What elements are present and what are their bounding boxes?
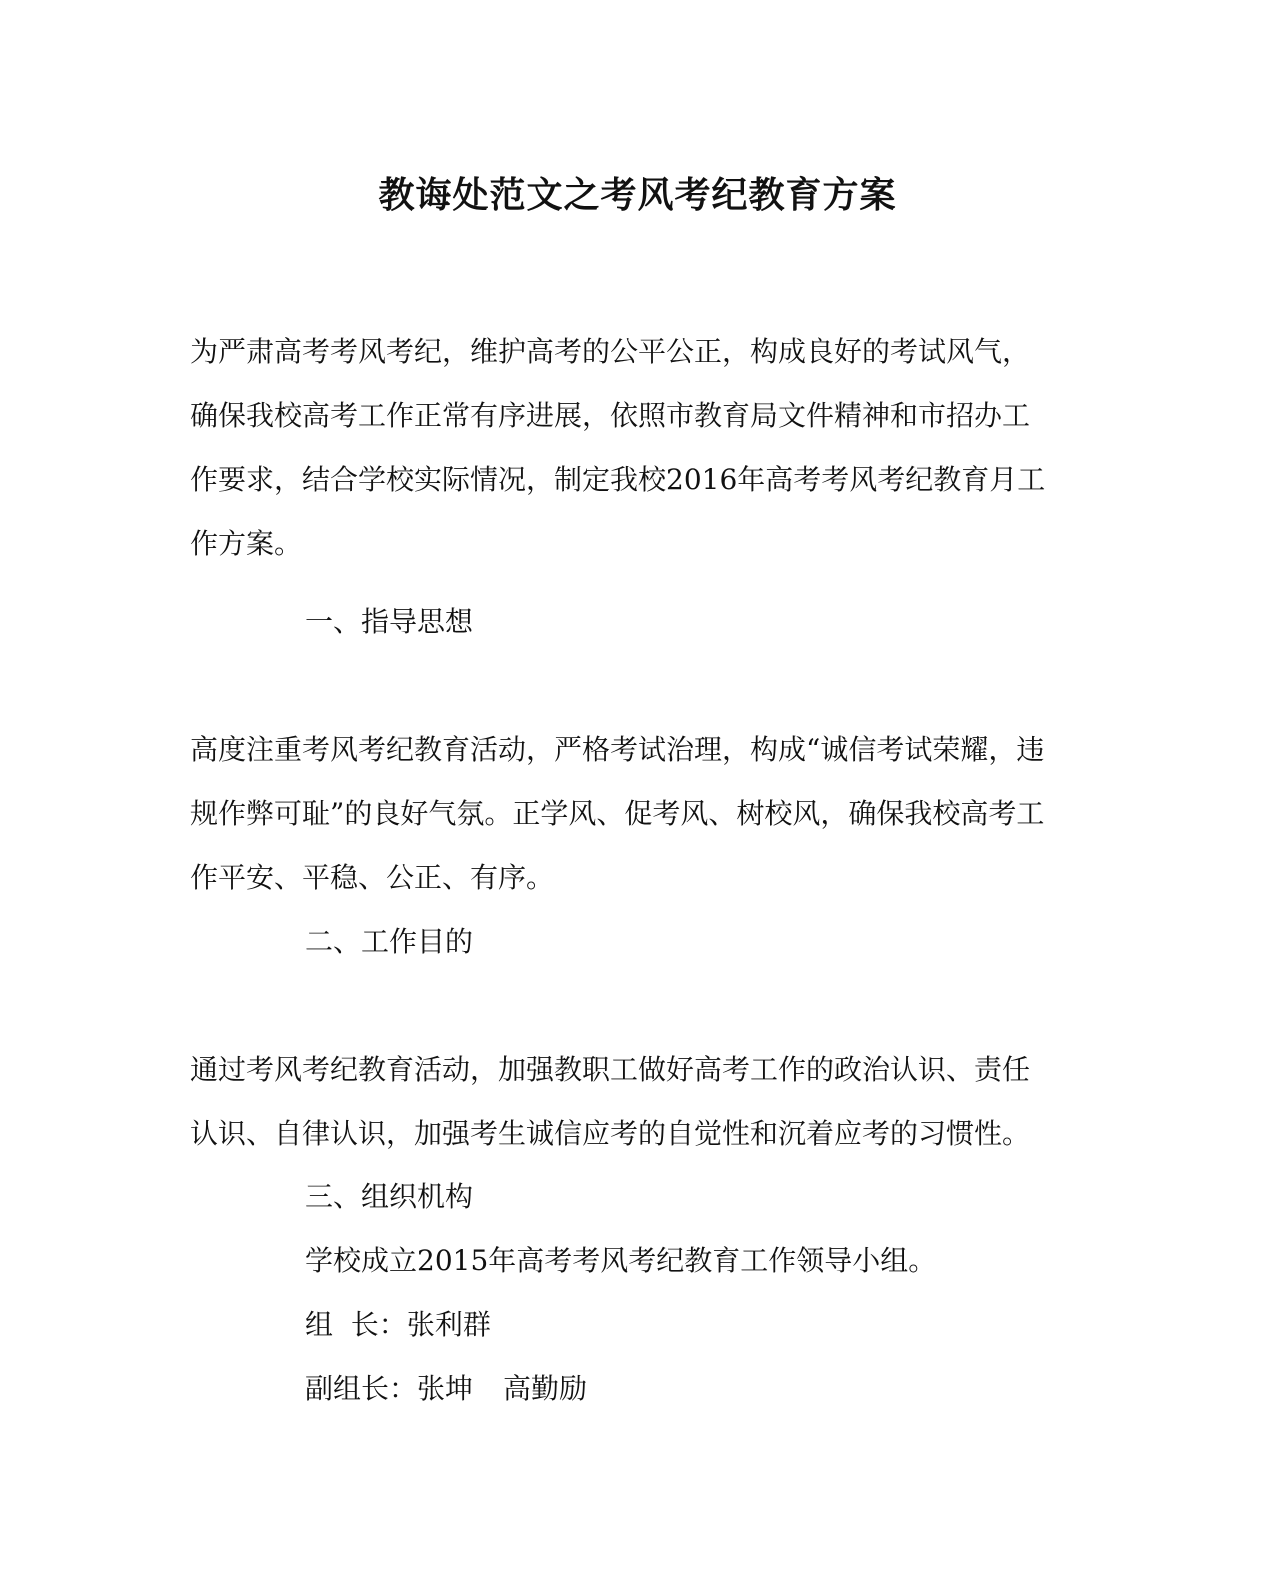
intro-line: 确保我校高考工作正常有序进展，依照市教育局文件精神和市招办工: [190, 399, 1031, 432]
work-goal-paragraph: [190, 1038, 1070, 1166]
work-goal-line: 认识、自律认识，加强考生诚信应考的自觉性和沉着应考的习惯性。: [190, 1117, 1031, 1150]
document-title: 教诲处范文之考风考纪教育方案: [378, 174, 897, 216]
guiding-thought-line: 规作弊可耻”的良好气氛。正学风、促考风、树校风，确保我校高考工: [190, 797, 1045, 830]
intro-line: 作要求，结合学校实际情况，制定我校2016年高考考风考纪教育月工: [190, 463, 1046, 496]
deputy-name-2: 高勤励: [503, 1372, 588, 1405]
leader-label: 组 长：: [305, 1308, 407, 1341]
section-heading-guiding-thought: 一、指导思想: [305, 605, 474, 638]
organization-statement: 学校成立2015年高考考风考纪教育工作领导小组。: [305, 1244, 937, 1277]
work-goal-line: 通过考风考纪教育活动，加强教职工做好高考工作的政治认识、责任: [190, 1053, 1031, 1086]
leader-row: [305, 1293, 1065, 1357]
deputy-label: 副组长：: [305, 1372, 418, 1405]
section-heading-work-goal: 二、工作目的: [305, 925, 474, 958]
leader-name: 张利群: [406, 1308, 491, 1341]
deputy-leader-row: [305, 1357, 1065, 1421]
section-heading-organization: 三、组织机构: [305, 1180, 474, 1213]
deputy-name-1: 张坤: [417, 1372, 474, 1405]
intro-paragraph: [190, 320, 1070, 576]
intro-line: 作方案。: [190, 527, 303, 560]
guiding-thought-line: 作平安、平稳、公正、有序。: [190, 861, 555, 894]
guiding-thought-line: 高度注重考风考纪教育活动，严格考试治理，构成“诚信考试荣耀，违: [190, 733, 1045, 766]
intro-line: 为严肃高考考风考纪，维护高考的公平公正，构成良好的考试风气，: [190, 335, 1031, 368]
guiding-thought-paragraph: [190, 718, 1070, 910]
